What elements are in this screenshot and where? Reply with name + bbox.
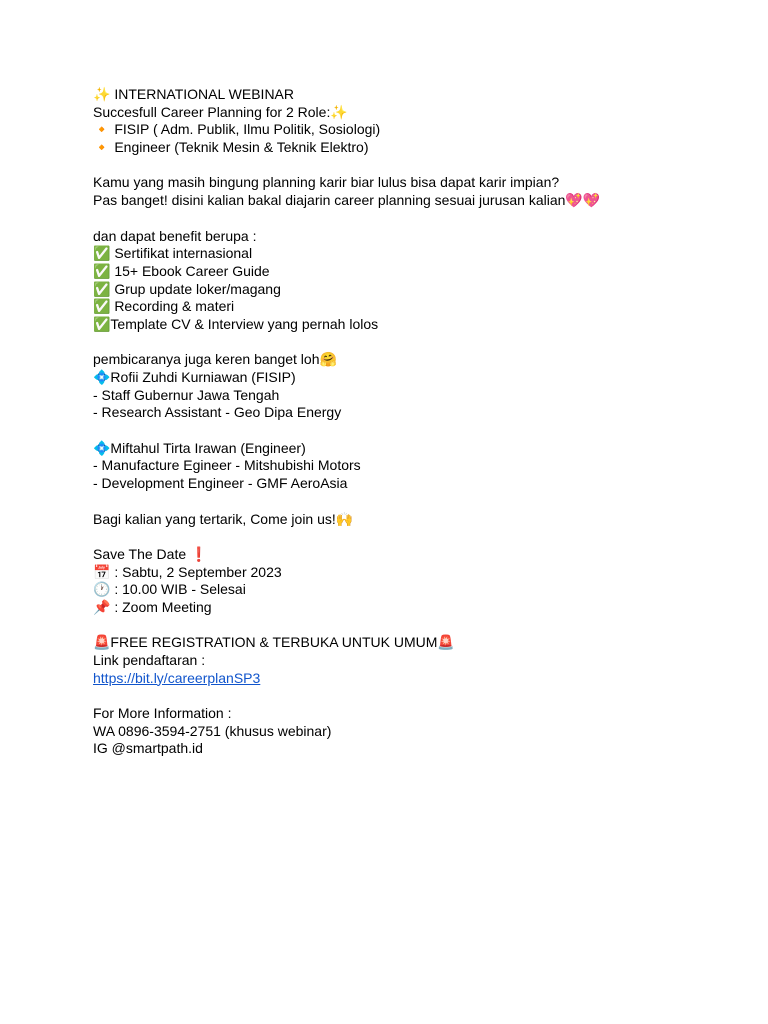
pitch-line-1: Kamu yang masih bingung planning karir biar lulus bisa dapat karir impian? (93, 174, 560, 191)
benefit-item: ✅Template CV & Interview yang pernah lolos (93, 315, 379, 332)
speaker-1-role: - Research Assistant - Geo Dipa Energy (93, 404, 342, 421)
speakers-heading: pembicaranya juga keren banget loh🤗 (93, 351, 337, 368)
call-to-action: Bagi kalian yang tertarik, Come join us!🙌 (93, 510, 354, 527)
spacer (93, 210, 713, 228)
spacer (93, 422, 713, 440)
spacer (93, 334, 713, 352)
instagram-contact: IG @smartpath.id (93, 740, 203, 757)
webinar-announcement (93, 86, 713, 758)
registration-link-label: Link pendaftaran : (93, 652, 206, 668)
webinar-title: ✨ INTERNATIONAL WEBINAR (93, 86, 295, 102)
event-location: 📌 : Zoom Meeting (93, 598, 212, 615)
spacer (93, 157, 713, 175)
webinar-subtitle: Succesfull Career Planning for 2 Role:✨ (93, 103, 348, 120)
free-registration-banner: 🚨FREE REGISTRATION & TERBUKA UNTUK UMUM🚨 (93, 634, 455, 651)
speaker-2-name: 💠Miftahul Tirta Irawan (Engineer) (93, 439, 306, 456)
more-info-heading: For More Information : (93, 705, 232, 722)
event-date: 📅 : Sabtu, 2 September 2023 (93, 563, 282, 580)
role-item-engineer: 🔸 Engineer (Teknik Mesin & Teknik Elektro) (93, 139, 369, 156)
role-item-fisip: 🔸 FISIP ( Adm. Publik, Ilmu Politik, Sosiologi) (93, 121, 381, 138)
benefit-item: ✅ Recording & materi (93, 298, 235, 315)
registration-link-row (93, 670, 713, 688)
benefits-heading: dan dapat benefit berupa : (93, 227, 257, 244)
speaker-2-role: - Manufacture Egineer - Mitshubishi Motors (93, 457, 361, 474)
whatsapp-contact: WA 0896-3594-2751 (khusus webinar) (93, 722, 332, 739)
speaker-2-role: - Development Engineer - GMF AeroAsia (93, 475, 348, 492)
spacer (93, 528, 713, 546)
pitch-line-2: Pas banget! disini kalian bakal diajarin career planning sesuai jurusan kalian💖💖 (93, 192, 601, 209)
event-time: 🕐 : 10.00 WIB - Selesai (93, 581, 246, 598)
spacer (93, 493, 713, 511)
speaker-1-name: 💠Rofii Zuhdi Kurniawan (FISIP) (93, 369, 296, 385)
spacer (93, 687, 713, 705)
registration-link[interactable]: https://bit.ly/careerplanSP3 (93, 669, 261, 686)
save-the-date-heading: Save The Date ❗ (93, 545, 208, 562)
speaker-1-role: - Staff Gubernur Jawa Tengah (93, 386, 280, 403)
benefit-item: ✅ 15+ Ebook Career Guide (93, 262, 270, 279)
benefit-item: ✅ Grup update loker/magang (93, 280, 281, 297)
spacer (93, 617, 713, 635)
benefit-item: ✅ Sertifikat internasional (93, 245, 253, 262)
